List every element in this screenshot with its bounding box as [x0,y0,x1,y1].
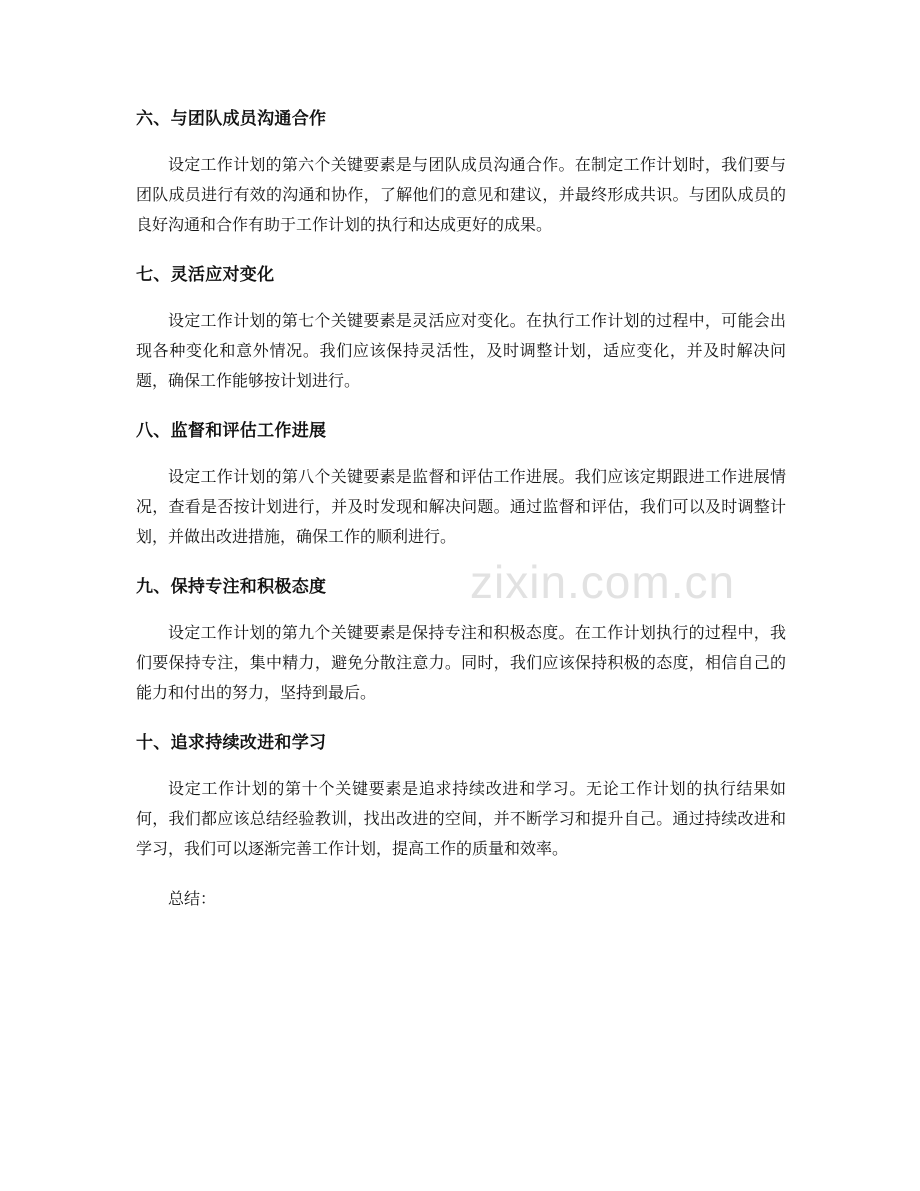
section-heading: 七、灵活应对变化 [136,265,275,285]
section-heading: 九、保持专注和积极态度 [136,577,327,597]
section-10 [136,728,786,864]
section-6 [136,104,786,240]
section-heading: 八、监督和评估工作进展 [136,421,327,441]
section-paragraph: 设定工作计划的第九个关键要素是保持专注和积极态度。在工作计划执行的过程中，我们要保持专注，集中精力，避免分散注意力。同时，我们应该保持积极的态度，相信自己的能力和付出的努力，坚持到最后。 [136,623,786,702]
svg-text:zixin.com.cn: zixin.com.cn [470,556,736,608]
section-8 [136,416,786,552]
summary-label: 总结： [168,889,217,908]
section-7 [136,260,786,396]
section-heading: 十、追求持续改进和学习 [136,733,327,753]
section-paragraph: 设定工作计划的第七个关键要素是灵活应对变化。在执行工作计划的过程中，可能会出现各种变化和意外情况。我们应该保持灵活性，及时调整计划，适应变化，并及时解决问题，确保工作能够按计划进行。 [136,311,786,390]
document-page [136,104,786,914]
section-paragraph: 设定工作计划的第六个关键要素是与团队成员沟通合作。在制定工作计划时，我们要与团队成员进行有效的沟通和协作，了解他们的意见和建议，并最终形成共识。与团队成员的良好沟通和合作有助于工作计划的执行和达成更好的成果。 [136,155,786,234]
section-9 [136,572,786,708]
section-paragraph: 设定工作计划的第八个关键要素是监督和评估工作进展。我们应该定期跟进工作进展情况，查看是否按计划进行，并及时发现和解决问题。通过监督和评估，我们可以及时调整计划，并做出改进措施，确保工作的顺利进行。 [136,467,786,546]
section-heading: 六、与团队成员沟通合作 [136,109,327,129]
section-paragraph: 设定工作计划的第十个关键要素是追求持续改进和学习。无论工作计划的执行结果如何，我们都应该总结经验教训，找出改进的空间，并不断学习和提升自己。通过持续改进和学习，我们可以逐渐完善工作计划，提高工作的质量和效率。 [136,779,786,858]
